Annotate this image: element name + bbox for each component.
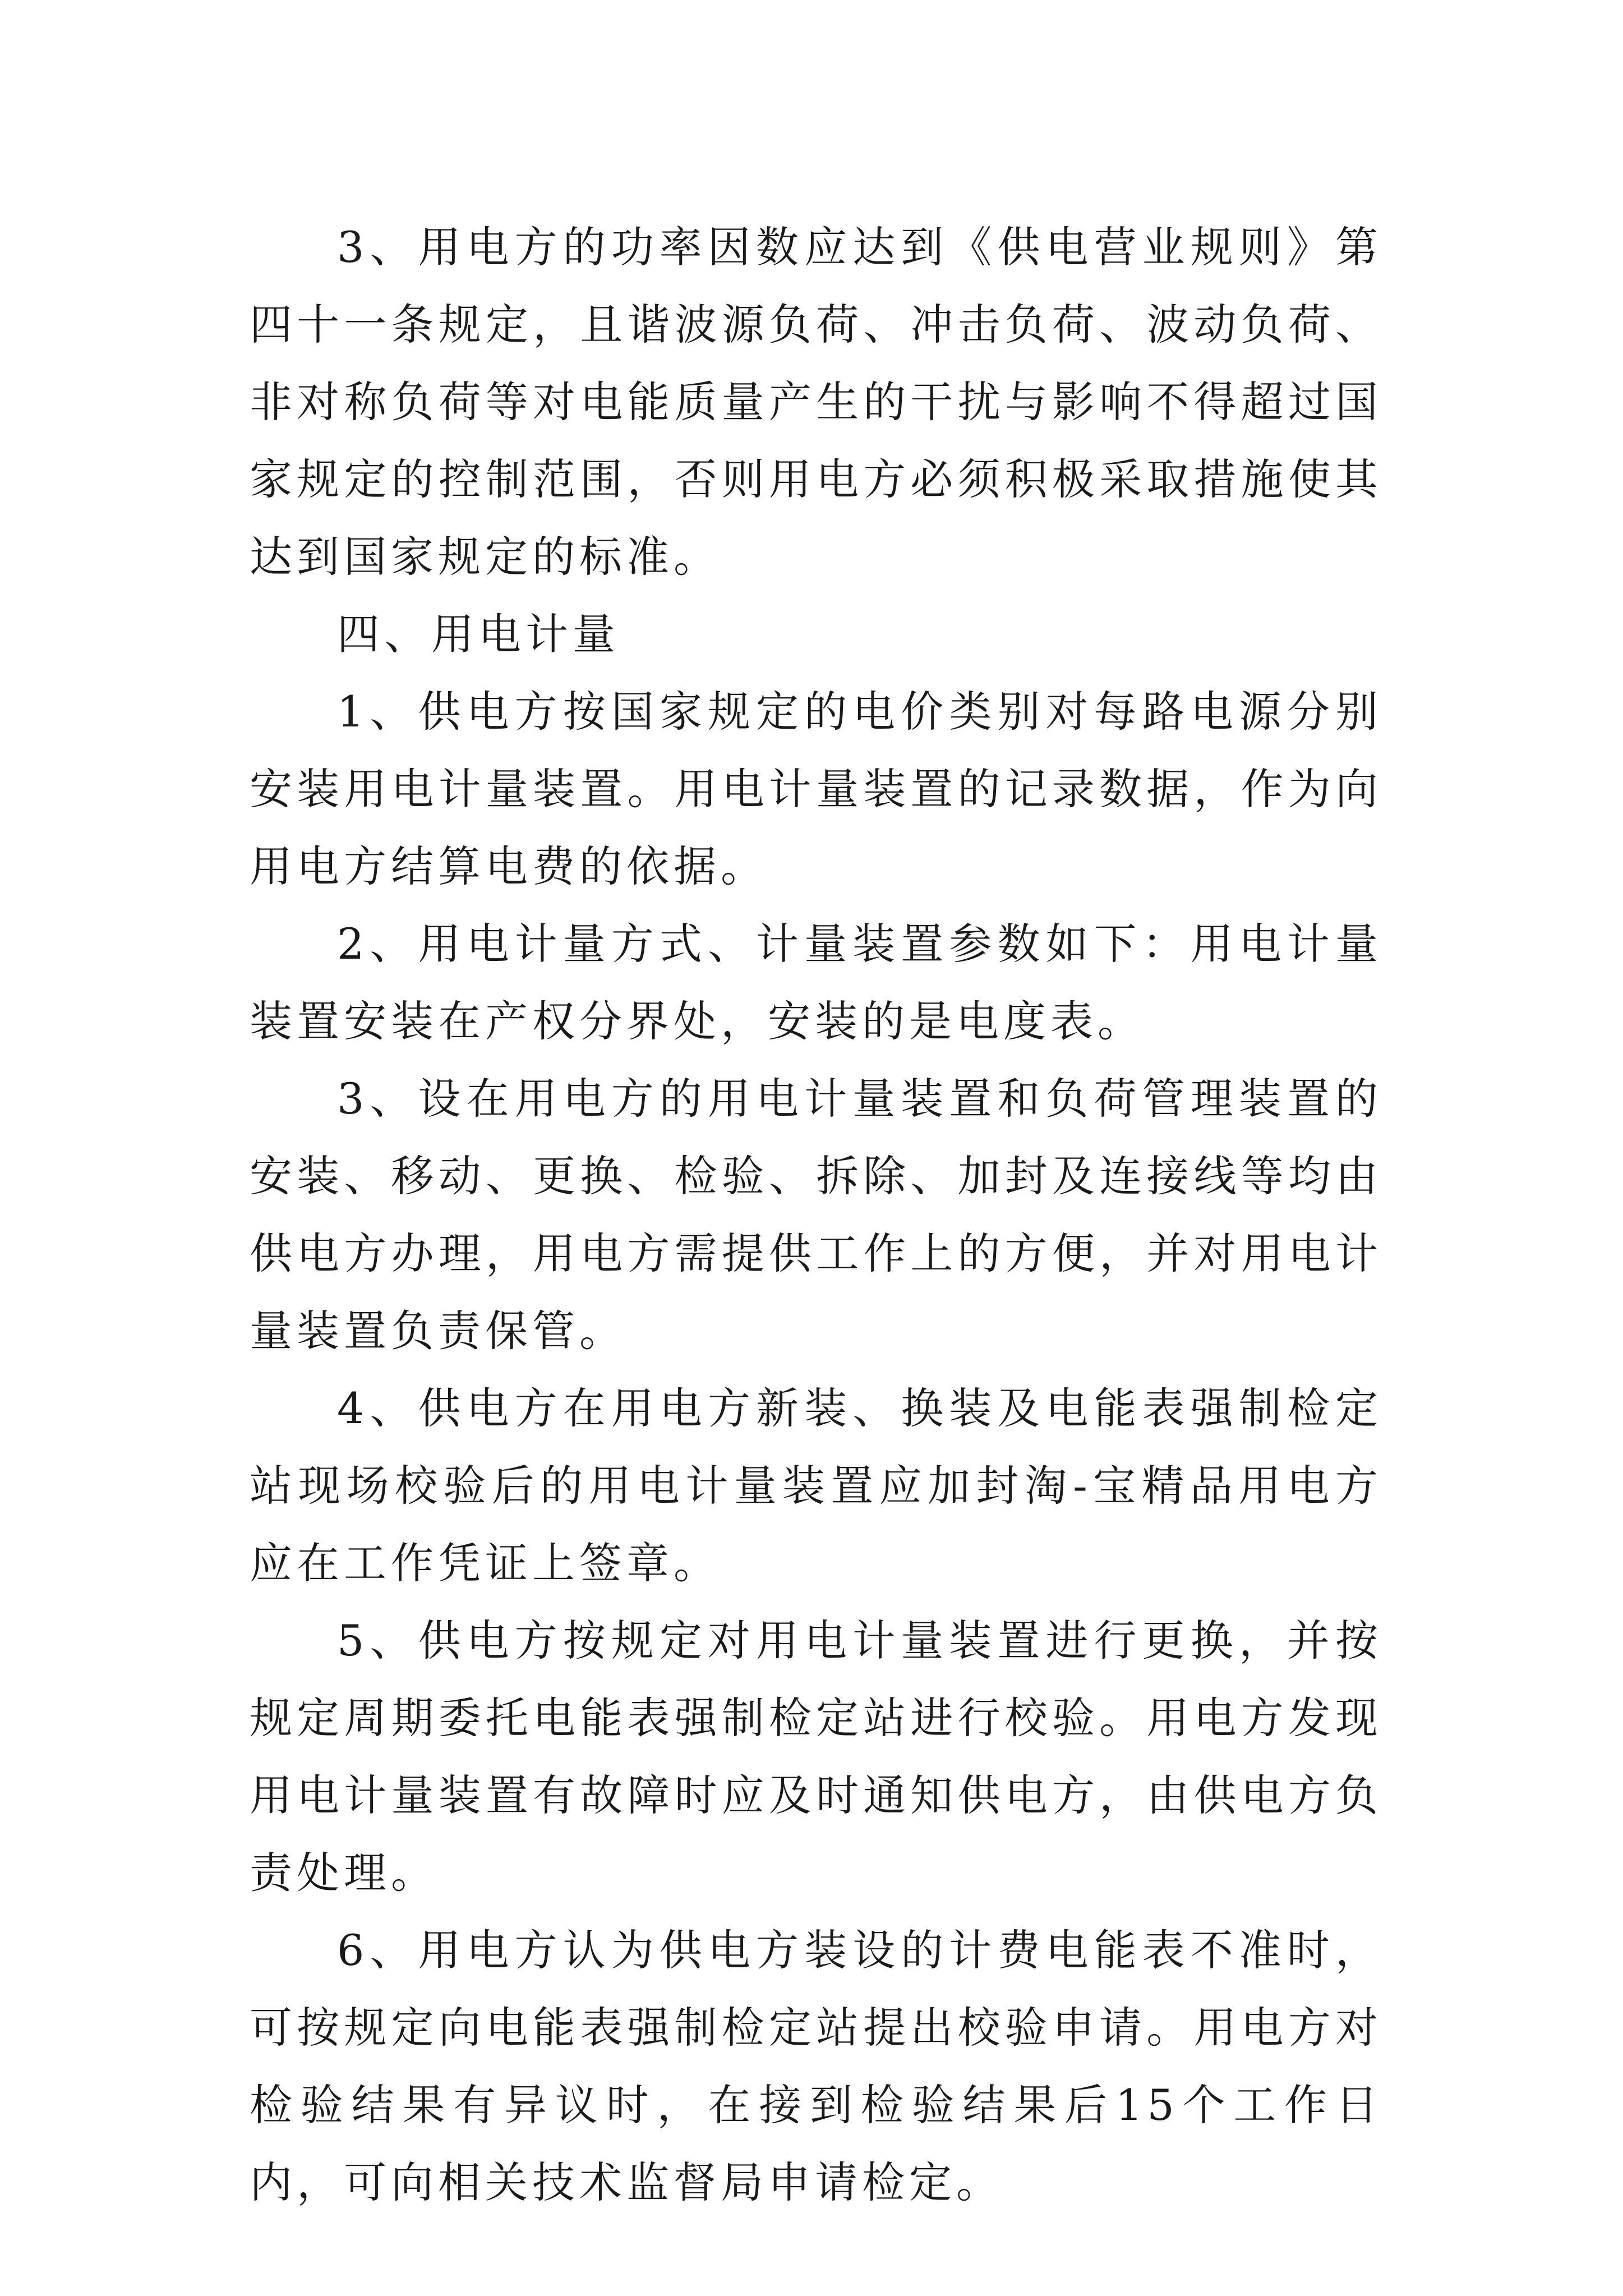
- document-body: [250, 209, 1382, 2221]
- paragraph-metering-6: 6、用电方认为供电方装设的计费电能表不准时，可按规定向电能表强制检定站提出校验申请。用电方对检验结果有异议时，在接到检验结果后15个工作日内，可向相关技术监督局申请检定。: [250, 1925, 1382, 2207]
- paragraph-metering-3: 3、设在用电方的用电计量装置和负荷管理装置的安装、移动、更换、检验、拆除、加封及连接线等均由供电方办理，用电方需提供工作上的方便，并对用电计量装置负责保管。: [250, 1074, 1382, 1356]
- section-heading-metering: 四、用电计量: [337, 609, 620, 659]
- paragraph-power-factor: 3、用电方的功率因数应达到《供电营业规则》第四十一条规定，且谐波源负荷、冲击负荷、波动负荷、非对称负荷等对电能质量产生的干扰与影响不得超过国家规定的控制范围，否则用电方必须积极采取措施使其达到国家规定的标准。: [250, 222, 1382, 582]
- paragraph-metering-4: 4、供电方在用电方新装、换装及电能表强制检定站现场校验后的用电计量装置应加封淘-宝精品用电方应在工作凭证上签章。: [250, 1383, 1382, 1588]
- paragraph-metering-1: 1、供电方按国家规定的电价类别对每路电源分别安装用电计量装置。用电计量装置的记录数据，作为向用电方结算电费的依据。: [250, 687, 1382, 891]
- paragraph-metering-5: 5、供电方按规定对用电计量装置进行更换，并按规定周期委托电能表强制检定站进行校验。用电方发现用电计量装置有故障时应及时通知供电方，由供电方负责处理。: [250, 1616, 1382, 1898]
- paragraph-metering-2: 2、用电计量方式、计量装置参数如下：用电计量装置安装在产权分界处，安装的是电度表。: [250, 919, 1382, 1046]
